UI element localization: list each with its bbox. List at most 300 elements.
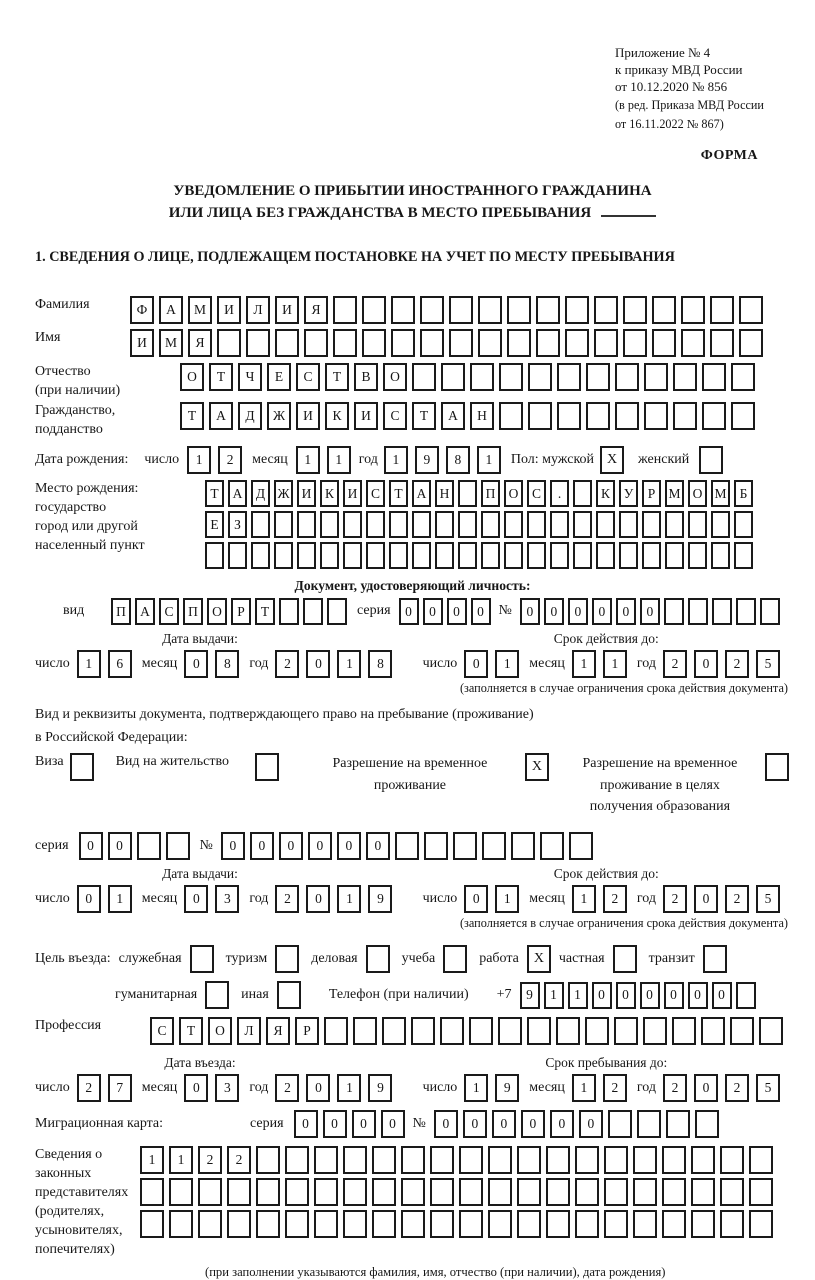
- char-box[interactable]: [458, 511, 477, 538]
- char-box[interactable]: Т: [205, 480, 224, 507]
- char-box[interactable]: Т: [412, 402, 436, 430]
- char-box[interactable]: [382, 1017, 406, 1045]
- char-box[interactable]: [227, 1178, 251, 1206]
- gender-female-checkbox[interactable]: [699, 446, 723, 474]
- char-box[interactable]: 5: [756, 1074, 780, 1102]
- char-box[interactable]: 1: [495, 650, 519, 678]
- purpose-tourism-checkbox[interactable]: [275, 945, 299, 973]
- char-box[interactable]: [550, 542, 569, 569]
- char-box[interactable]: [695, 1110, 719, 1138]
- char-box[interactable]: 2: [275, 1074, 299, 1102]
- char-box[interactable]: [362, 296, 386, 324]
- char-box[interactable]: 0: [616, 598, 636, 625]
- char-box[interactable]: 0: [381, 1110, 405, 1138]
- char-box[interactable]: 1: [187, 446, 211, 474]
- char-box[interactable]: [619, 511, 638, 538]
- char-box[interactable]: 2: [198, 1146, 222, 1174]
- char-box[interactable]: [343, 542, 362, 569]
- char-box[interactable]: И: [275, 296, 299, 324]
- char-box[interactable]: 0: [306, 650, 330, 678]
- char-box[interactable]: Д: [238, 402, 262, 430]
- char-box[interactable]: [285, 1146, 309, 1174]
- char-box[interactable]: [314, 1178, 338, 1206]
- char-box[interactable]: [412, 363, 436, 391]
- char-box[interactable]: Н: [435, 480, 454, 507]
- char-box[interactable]: [285, 1178, 309, 1206]
- char-box[interactable]: [395, 832, 419, 860]
- char-box[interactable]: С: [527, 480, 546, 507]
- char-box[interactable]: [688, 542, 707, 569]
- char-box[interactable]: .: [550, 480, 569, 507]
- char-box[interactable]: М: [188, 296, 212, 324]
- char-box[interactable]: К: [596, 480, 615, 507]
- char-box[interactable]: [575, 1178, 599, 1206]
- char-box[interactable]: Л: [246, 296, 270, 324]
- char-box[interactable]: [246, 329, 270, 357]
- char-box[interactable]: А: [209, 402, 233, 430]
- char-box[interactable]: [749, 1210, 773, 1238]
- char-box[interactable]: [623, 329, 647, 357]
- char-box[interactable]: [504, 542, 523, 569]
- char-box[interactable]: [401, 1210, 425, 1238]
- char-box[interactable]: А: [159, 296, 183, 324]
- char-box[interactable]: О: [207, 598, 227, 625]
- char-box[interactable]: [736, 982, 756, 1009]
- char-box[interactable]: [412, 542, 431, 569]
- char-box[interactable]: Я: [188, 329, 212, 357]
- char-box[interactable]: [166, 832, 190, 860]
- purpose-business-checkbox[interactable]: [366, 945, 390, 973]
- char-box[interactable]: [546, 1178, 570, 1206]
- char-box[interactable]: [546, 1146, 570, 1174]
- char-box[interactable]: А: [228, 480, 247, 507]
- char-box[interactable]: 0: [464, 885, 488, 913]
- char-box[interactable]: [586, 402, 610, 430]
- char-box[interactable]: [691, 1210, 715, 1238]
- char-box[interactable]: [760, 598, 780, 625]
- char-box[interactable]: [662, 1146, 686, 1174]
- char-box[interactable]: [701, 1017, 725, 1045]
- char-box[interactable]: К: [320, 480, 339, 507]
- char-box[interactable]: [343, 1178, 367, 1206]
- char-box[interactable]: [586, 363, 610, 391]
- char-box[interactable]: [710, 296, 734, 324]
- char-box[interactable]: [594, 329, 618, 357]
- char-box[interactable]: [644, 363, 668, 391]
- char-box[interactable]: [546, 1210, 570, 1238]
- char-box[interactable]: [712, 598, 732, 625]
- char-box[interactable]: [198, 1210, 222, 1238]
- char-box[interactable]: [615, 363, 639, 391]
- char-box[interactable]: [459, 1178, 483, 1206]
- char-box[interactable]: [297, 542, 316, 569]
- char-box[interactable]: [731, 363, 755, 391]
- char-box[interactable]: [517, 1178, 541, 1206]
- char-box[interactable]: 1: [337, 1074, 361, 1102]
- char-box[interactable]: [424, 832, 448, 860]
- char-box[interactable]: 2: [275, 650, 299, 678]
- char-box[interactable]: 1: [169, 1146, 193, 1174]
- char-box[interactable]: 1: [327, 446, 351, 474]
- char-box[interactable]: [420, 329, 444, 357]
- char-box[interactable]: [372, 1210, 396, 1238]
- char-box[interactable]: [536, 329, 560, 357]
- char-box[interactable]: 9: [368, 1074, 392, 1102]
- char-box[interactable]: Ф: [130, 296, 154, 324]
- char-box[interactable]: [664, 598, 684, 625]
- char-box[interactable]: [749, 1178, 773, 1206]
- char-box[interactable]: [527, 511, 546, 538]
- visa-checkbox[interactable]: [70, 753, 94, 781]
- char-box[interactable]: [420, 296, 444, 324]
- char-box[interactable]: [573, 511, 592, 538]
- char-box[interactable]: [217, 329, 241, 357]
- char-box[interactable]: 0: [221, 832, 245, 860]
- char-box[interactable]: А: [412, 480, 431, 507]
- char-box[interactable]: [198, 1178, 222, 1206]
- char-box[interactable]: И: [217, 296, 241, 324]
- char-box[interactable]: [711, 542, 730, 569]
- char-box[interactable]: [637, 1110, 661, 1138]
- char-box[interactable]: [275, 329, 299, 357]
- char-box[interactable]: 5: [756, 650, 780, 678]
- char-box[interactable]: [362, 329, 386, 357]
- char-box[interactable]: О: [504, 480, 523, 507]
- temp-residence-checkbox[interactable]: X: [525, 753, 549, 781]
- char-box[interactable]: 0: [308, 832, 332, 860]
- char-box[interactable]: 3: [215, 1074, 239, 1102]
- char-box[interactable]: [391, 296, 415, 324]
- char-box[interactable]: [623, 296, 647, 324]
- char-box[interactable]: [557, 402, 581, 430]
- char-box[interactable]: С: [150, 1017, 174, 1045]
- char-box[interactable]: 1: [384, 446, 408, 474]
- char-box[interactable]: М: [665, 480, 684, 507]
- char-box[interactable]: 2: [227, 1146, 251, 1174]
- char-box[interactable]: О: [208, 1017, 232, 1045]
- char-box[interactable]: [440, 1017, 464, 1045]
- purpose-official-checkbox[interactable]: [190, 945, 214, 973]
- char-box[interactable]: [665, 542, 684, 569]
- char-box[interactable]: [536, 296, 560, 324]
- char-box[interactable]: [401, 1146, 425, 1174]
- char-box[interactable]: [389, 511, 408, 538]
- char-box[interactable]: 0: [664, 982, 684, 1009]
- char-box[interactable]: 2: [725, 885, 749, 913]
- char-box[interactable]: [711, 511, 730, 538]
- char-box[interactable]: [449, 329, 473, 357]
- char-box[interactable]: [430, 1146, 454, 1174]
- char-box[interactable]: 9: [520, 982, 540, 1009]
- char-box[interactable]: 9: [495, 1074, 519, 1102]
- char-box[interactable]: [256, 1146, 280, 1174]
- purpose-private-checkbox[interactable]: [613, 945, 637, 973]
- char-box[interactable]: [228, 542, 247, 569]
- char-box[interactable]: [662, 1178, 686, 1206]
- char-box[interactable]: [488, 1178, 512, 1206]
- char-box[interactable]: П: [111, 598, 131, 625]
- char-box[interactable]: [604, 1178, 628, 1206]
- char-box[interactable]: [459, 1146, 483, 1174]
- char-box[interactable]: 2: [77, 1074, 101, 1102]
- char-box[interactable]: [652, 296, 676, 324]
- char-box[interactable]: [673, 402, 697, 430]
- char-box[interactable]: Ж: [274, 480, 293, 507]
- char-box[interactable]: 0: [544, 598, 564, 625]
- char-box[interactable]: 1: [464, 1074, 488, 1102]
- char-box[interactable]: 0: [184, 650, 208, 678]
- char-box[interactable]: [333, 296, 357, 324]
- purpose-humanitarian-checkbox[interactable]: [205, 981, 229, 1009]
- char-box[interactable]: 0: [108, 832, 132, 860]
- char-box[interactable]: [556, 1017, 580, 1045]
- char-box[interactable]: И: [296, 402, 320, 430]
- char-box[interactable]: А: [135, 598, 155, 625]
- char-box[interactable]: С: [366, 480, 385, 507]
- char-box[interactable]: [594, 296, 618, 324]
- char-box[interactable]: Р: [295, 1017, 319, 1045]
- char-box[interactable]: [734, 542, 753, 569]
- char-box[interactable]: 0: [616, 982, 636, 1009]
- char-box[interactable]: [320, 542, 339, 569]
- char-box[interactable]: 0: [640, 598, 660, 625]
- char-box[interactable]: 0: [492, 1110, 516, 1138]
- char-box[interactable]: А: [441, 402, 465, 430]
- char-box[interactable]: [504, 511, 523, 538]
- char-box[interactable]: [430, 1178, 454, 1206]
- char-box[interactable]: Т: [325, 363, 349, 391]
- char-box[interactable]: [303, 598, 323, 625]
- char-box[interactable]: [507, 329, 531, 357]
- char-box[interactable]: [739, 329, 763, 357]
- char-box[interactable]: [665, 511, 684, 538]
- char-box[interactable]: 0: [79, 832, 103, 860]
- edu-residence-checkbox[interactable]: [765, 753, 789, 781]
- char-box[interactable]: 0: [184, 1074, 208, 1102]
- char-box[interactable]: [633, 1178, 657, 1206]
- char-box[interactable]: [596, 511, 615, 538]
- char-box[interactable]: [279, 598, 299, 625]
- char-box[interactable]: Е: [205, 511, 224, 538]
- char-box[interactable]: 5: [756, 885, 780, 913]
- char-box[interactable]: 0: [463, 1110, 487, 1138]
- char-box[interactable]: Л: [237, 1017, 261, 1045]
- char-box[interactable]: [596, 542, 615, 569]
- char-box[interactable]: [333, 329, 357, 357]
- char-box[interactable]: В: [354, 363, 378, 391]
- char-box[interactable]: [343, 1210, 367, 1238]
- char-box[interactable]: [642, 542, 661, 569]
- char-box[interactable]: 0: [579, 1110, 603, 1138]
- char-box[interactable]: [681, 329, 705, 357]
- char-box[interactable]: Я: [266, 1017, 290, 1045]
- char-box[interactable]: [642, 511, 661, 538]
- char-box[interactable]: 0: [694, 885, 718, 913]
- char-box[interactable]: 0: [694, 650, 718, 678]
- char-box[interactable]: К: [325, 402, 349, 430]
- char-box[interactable]: [140, 1210, 164, 1238]
- char-box[interactable]: [227, 1210, 251, 1238]
- char-box[interactable]: [517, 1146, 541, 1174]
- char-box[interactable]: 1: [296, 446, 320, 474]
- char-box[interactable]: [469, 1017, 493, 1045]
- char-box[interactable]: [481, 542, 500, 569]
- char-box[interactable]: [372, 1178, 396, 1206]
- char-box[interactable]: 1: [603, 650, 627, 678]
- char-box[interactable]: Е: [267, 363, 291, 391]
- char-box[interactable]: Т: [389, 480, 408, 507]
- char-box[interactable]: 0: [640, 982, 660, 1009]
- char-box[interactable]: 0: [688, 982, 708, 1009]
- char-box[interactable]: 0: [306, 1074, 330, 1102]
- char-box[interactable]: 1: [77, 650, 101, 678]
- char-box[interactable]: [527, 1017, 551, 1045]
- char-box[interactable]: Т: [255, 598, 275, 625]
- char-box[interactable]: [169, 1178, 193, 1206]
- char-box[interactable]: [507, 296, 531, 324]
- char-box[interactable]: 0: [712, 982, 732, 1009]
- char-box[interactable]: [478, 296, 502, 324]
- char-box[interactable]: [565, 329, 589, 357]
- char-box[interactable]: Т: [209, 363, 233, 391]
- char-box[interactable]: М: [159, 329, 183, 357]
- char-box[interactable]: [720, 1210, 744, 1238]
- char-box[interactable]: [604, 1210, 628, 1238]
- char-box[interactable]: 7: [108, 1074, 132, 1102]
- char-box[interactable]: 9: [415, 446, 439, 474]
- char-box[interactable]: [256, 1210, 280, 1238]
- char-box[interactable]: 2: [603, 1074, 627, 1102]
- char-box[interactable]: [691, 1178, 715, 1206]
- char-box[interactable]: [688, 511, 707, 538]
- char-box[interactable]: [169, 1210, 193, 1238]
- char-box[interactable]: [633, 1146, 657, 1174]
- char-box[interactable]: 2: [275, 885, 299, 913]
- char-box[interactable]: 8: [446, 446, 470, 474]
- char-box[interactable]: З: [228, 511, 247, 538]
- char-box[interactable]: 0: [520, 598, 540, 625]
- char-box[interactable]: [412, 511, 431, 538]
- char-box[interactable]: 2: [663, 1074, 687, 1102]
- char-box[interactable]: [573, 542, 592, 569]
- char-box[interactable]: [389, 542, 408, 569]
- char-box[interactable]: 1: [495, 885, 519, 913]
- char-box[interactable]: [557, 363, 581, 391]
- char-box[interactable]: [619, 542, 638, 569]
- char-box[interactable]: [673, 363, 697, 391]
- char-box[interactable]: [710, 329, 734, 357]
- char-box[interactable]: П: [481, 480, 500, 507]
- char-box[interactable]: 1: [477, 446, 501, 474]
- char-box[interactable]: [274, 511, 293, 538]
- char-box[interactable]: 0: [471, 598, 491, 625]
- char-box[interactable]: [633, 1210, 657, 1238]
- char-box[interactable]: [314, 1146, 338, 1174]
- purpose-work-checkbox[interactable]: X: [527, 945, 551, 973]
- char-box[interactable]: 2: [603, 885, 627, 913]
- char-box[interactable]: 1: [572, 885, 596, 913]
- char-box[interactable]: С: [296, 363, 320, 391]
- char-box[interactable]: 0: [464, 650, 488, 678]
- char-box[interactable]: [441, 363, 465, 391]
- char-box[interactable]: [401, 1178, 425, 1206]
- char-box[interactable]: [488, 1210, 512, 1238]
- char-box[interactable]: [470, 363, 494, 391]
- char-box[interactable]: О: [688, 480, 707, 507]
- char-box[interactable]: С: [383, 402, 407, 430]
- char-box[interactable]: [720, 1178, 744, 1206]
- residence-permit-checkbox[interactable]: [255, 753, 279, 781]
- char-box[interactable]: П: [183, 598, 203, 625]
- char-box[interactable]: [666, 1110, 690, 1138]
- char-box[interactable]: [739, 296, 763, 324]
- char-box[interactable]: 0: [447, 598, 467, 625]
- char-box[interactable]: [527, 542, 546, 569]
- char-box[interactable]: [459, 1210, 483, 1238]
- char-box[interactable]: [411, 1017, 435, 1045]
- char-box[interactable]: [498, 1017, 522, 1045]
- char-box[interactable]: 0: [568, 598, 588, 625]
- char-box[interactable]: [691, 1146, 715, 1174]
- char-box[interactable]: И: [130, 329, 154, 357]
- char-box[interactable]: [652, 329, 676, 357]
- char-box[interactable]: 0: [337, 832, 361, 860]
- char-box[interactable]: 8: [215, 650, 239, 678]
- char-box[interactable]: [366, 542, 385, 569]
- char-box[interactable]: [731, 402, 755, 430]
- char-box[interactable]: 0: [592, 598, 612, 625]
- char-box[interactable]: 2: [663, 885, 687, 913]
- char-box[interactable]: [320, 511, 339, 538]
- char-box[interactable]: [499, 363, 523, 391]
- char-box[interactable]: Ч: [238, 363, 262, 391]
- char-box[interactable]: М: [711, 480, 730, 507]
- char-box[interactable]: [540, 832, 564, 860]
- char-box[interactable]: О: [180, 363, 204, 391]
- char-box[interactable]: [353, 1017, 377, 1045]
- char-box[interactable]: Н: [470, 402, 494, 430]
- char-box[interactable]: 0: [323, 1110, 347, 1138]
- char-box[interactable]: О: [383, 363, 407, 391]
- char-box[interactable]: 0: [250, 832, 274, 860]
- char-box[interactable]: 3: [215, 885, 239, 913]
- char-box[interactable]: [575, 1210, 599, 1238]
- gender-male-checkbox[interactable]: X: [600, 446, 624, 474]
- char-box[interactable]: [435, 542, 454, 569]
- char-box[interactable]: 1: [337, 885, 361, 913]
- char-box[interactable]: [615, 402, 639, 430]
- char-box[interactable]: Т: [180, 402, 204, 430]
- char-box[interactable]: [274, 542, 293, 569]
- char-box[interactable]: 0: [366, 832, 390, 860]
- char-box[interactable]: 0: [434, 1110, 458, 1138]
- char-box[interactable]: [720, 1146, 744, 1174]
- char-box[interactable]: 0: [306, 885, 330, 913]
- char-box[interactable]: [478, 329, 502, 357]
- char-box[interactable]: Р: [231, 598, 251, 625]
- char-box[interactable]: [702, 363, 726, 391]
- char-box[interactable]: 0: [550, 1110, 574, 1138]
- char-box[interactable]: [608, 1110, 632, 1138]
- char-box[interactable]: Б: [734, 480, 753, 507]
- char-box[interactable]: [688, 598, 708, 625]
- char-box[interactable]: 9: [368, 885, 392, 913]
- purpose-study-checkbox[interactable]: [443, 945, 467, 973]
- char-box[interactable]: [702, 402, 726, 430]
- char-box[interactable]: [644, 402, 668, 430]
- char-box[interactable]: [575, 1146, 599, 1174]
- char-box[interactable]: Д: [251, 480, 270, 507]
